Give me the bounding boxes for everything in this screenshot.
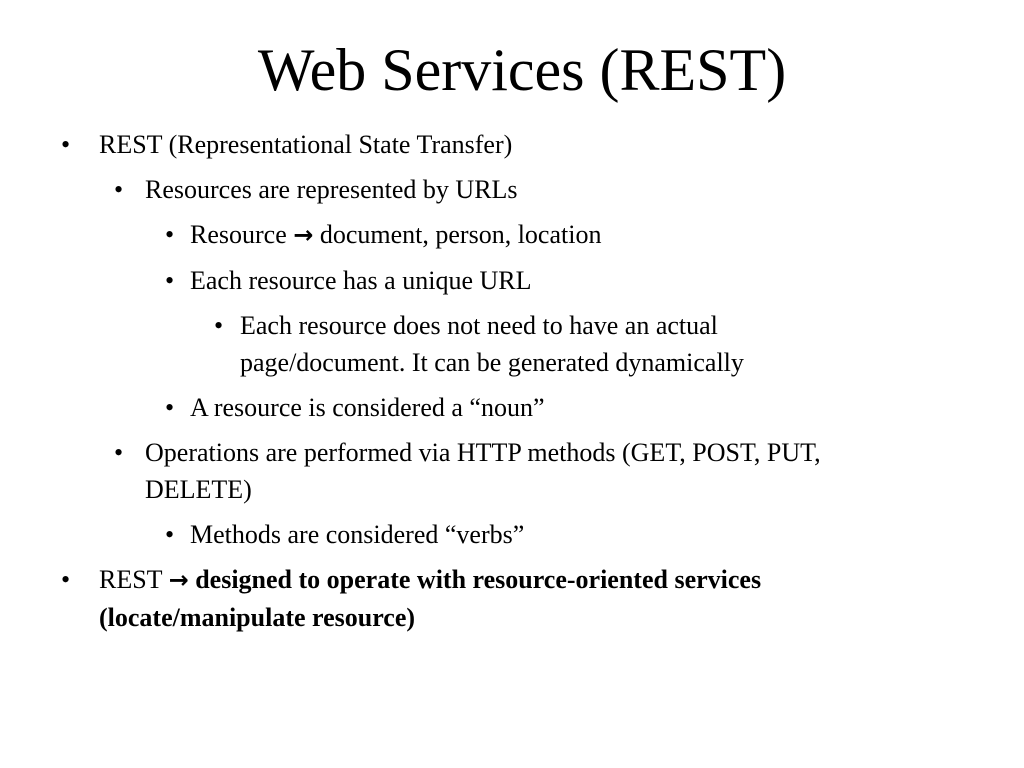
bullet-marker: • [114,175,124,204]
bold-text-line: (locate/manipulate resource [99,603,407,632]
bullet-marker: • [165,266,175,295]
list-item [0,171,975,208]
bullet-marker: • [165,220,175,249]
bullet-text-line: page/document. It can be generated dynamically [240,348,744,377]
right-arrow-icon: → [168,566,189,594]
slide-title: Web Services (REST) [257,37,787,103]
bullet-text-line: DELETE) [145,475,252,504]
bullet-text: document, person, location [319,220,602,249]
bullet-marker: • [165,520,175,549]
bullet-text: A resource is considered a “noun” [190,393,545,422]
list-item [0,516,1024,553]
bullet-text: REST [99,565,163,594]
bullet-text-line: Operations are performed via HTTP methods (GET, POST, PUT, [145,438,821,467]
bullet-marker: • [61,130,71,159]
bullet-text: REST (Representational State Transfer) [99,130,513,159]
list-item [0,216,1024,254]
bullet-marker: • [114,438,124,467]
bullet-text: Methods are considered “verbs” [190,520,525,549]
list-item [0,561,1024,636]
list-item [0,262,1024,299]
right-arrow-icon: → [293,221,314,249]
bullet-text: Resources are represented by URLs [145,175,518,204]
bullet-text: Each resource has a unique URL [190,266,532,295]
bullet-marker: • [61,565,71,594]
list-item [0,389,1024,426]
bullet-text-line: Each resource does not need to have an actual [240,311,718,340]
bullet-marker: • [165,393,175,422]
bullet-text: ) [406,603,416,632]
bullet-list [0,126,1024,644]
list-item [0,126,1024,163]
bullet-text: Resource [190,220,287,249]
list-item [0,434,975,508]
bold-text-line: designed to operate with resource-oriented services [195,565,762,594]
bullet-marker: • [214,311,224,340]
list-item [0,307,880,381]
